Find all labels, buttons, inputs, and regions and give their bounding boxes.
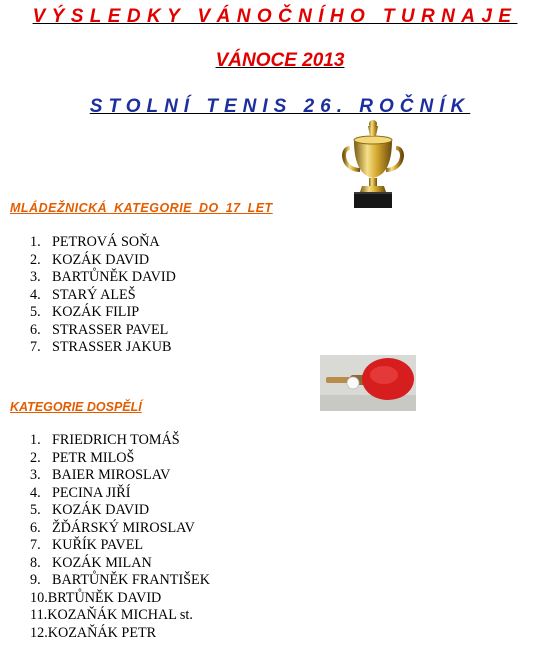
list-item: 4. PECINA JIŘÍ <box>30 484 131 501</box>
list-item: 5. KOZÁK DAVID <box>30 502 150 518</box>
list-item: 8. KOZÁK MILAN <box>30 554 152 571</box>
list-item: 3. BARTŮNĚK DAVID <box>30 269 176 285</box>
list-item: 7. KUŘÍK PAVEL <box>30 537 144 553</box>
event-title: STOLNÍ TENIS 26. ROČNÍK <box>89 96 471 117</box>
list-item: 6. STRASSER PAVEL <box>30 321 169 338</box>
list-item: 6. ŽĎÁRSKÝ MIROSLAV <box>30 519 195 536</box>
document-subtitle: VÁNOCE 2013 <box>215 50 345 71</box>
trophy-icon <box>340 118 406 212</box>
youth-results-list <box>30 234 176 357</box>
ping-pong-paddle-icon <box>320 355 416 411</box>
adults-results-list <box>30 432 210 642</box>
list-item: 9. BARTŮNĚK FRANTIŠEK <box>30 572 210 588</box>
list-item: 7. STRASSER JAKUB <box>30 339 172 355</box>
adults-category-heading: KATEGORIE DOSPĚLÍ <box>10 400 142 414</box>
list-item: 4. STARÝ ALEŠ <box>30 286 136 303</box>
list-item: 1. FRIEDRICH TOMÁŠ <box>30 432 180 448</box>
list-item: 11.KOZAŇÁK MICHAL st. <box>30 607 193 623</box>
list-item: 5. KOZÁK FILIP <box>30 304 140 320</box>
list-item: 2. KOZÁK DAVID <box>30 251 150 268</box>
list-item: 3. BAIER MIROSLAV <box>30 467 171 483</box>
list-item: 10.BRTŮNĚK DAVID <box>30 589 162 606</box>
list-item: 1. PETROVÁ SOŇA <box>30 234 160 250</box>
list-item: 2. PETR MILOŠ <box>30 449 135 466</box>
list-item: 12.KOZAŇÁK PETR <box>30 624 157 641</box>
youth-category-heading: MLÁDEŽNICKÁ KATEGORIE DO 17 LET <box>10 201 273 215</box>
document-title: VÝSLEDKY VÁNOČNÍHO TURNAJE <box>32 6 518 27</box>
